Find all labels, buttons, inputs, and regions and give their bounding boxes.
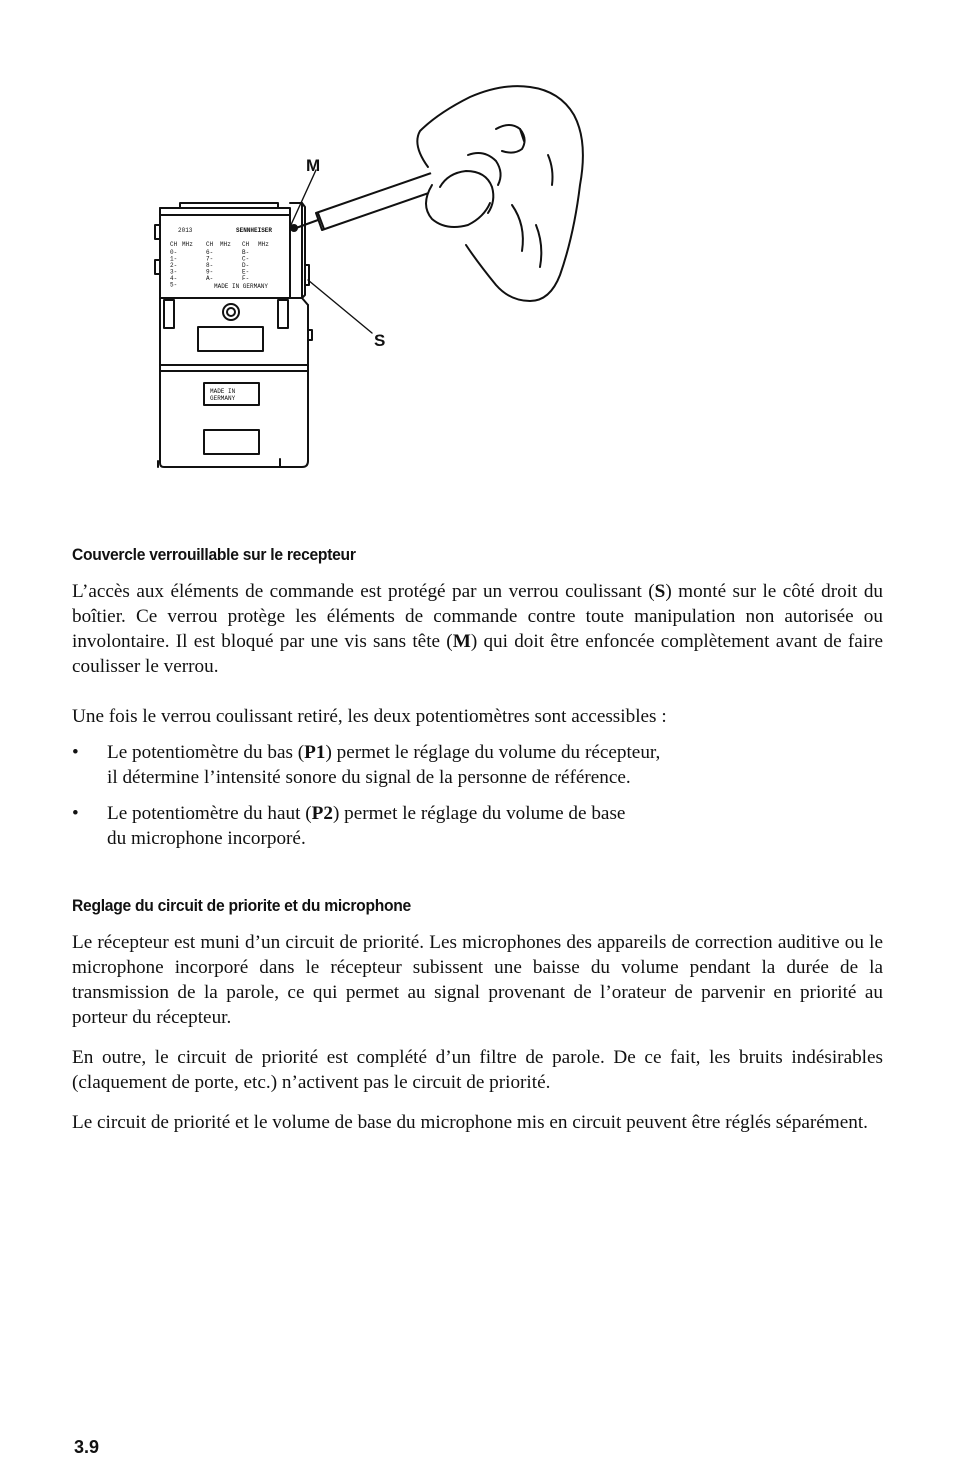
receiver-illustration [150, 75, 590, 475]
device-table-header: CH [242, 241, 250, 248]
device-table-header: MHz [182, 241, 193, 248]
device-model-text: 2013 [178, 227, 193, 234]
device-channel-label: E- [242, 268, 250, 276]
list-item: • Le potentiomètre du haut (P2) permet le réglage du volume de base du microphone incorporé. [72, 803, 626, 849]
section2-para3: Le circuit de priorité et le volume de base du microphone mis en circuit peuvent être réglés séparément. [72, 1112, 868, 1133]
potentiometer-list [72, 740, 883, 851]
device-channel-label: 3- [170, 268, 178, 276]
device-channel-label: 2- [170, 262, 178, 269]
device-channel-label: B- [242, 249, 250, 256]
section1-para1: L’accès aux éléments de commande est protégé par un verrou coulissant (S) monté sur le côté droit du boîtier. Ce verrou protège les éléments de commande contre toute manipulation non autorisée ou involontaire. Il est bloqué par une vis sans tête (M) qui doit être enfoncée complètement avant de faire coulisser le verrou. [72, 581, 884, 677]
device-table-header: MHz [258, 241, 269, 248]
device-channel-label: 0- [170, 249, 178, 256]
device-plate-line1: MADE IN [210, 388, 236, 395]
device-channel-label: D- [242, 262, 250, 269]
device-plate-line2: GERMANY [210, 395, 236, 402]
section1-para2: Une fois le verrou coulissant retiré, les deux potentiomètres sont accessibles : [72, 706, 667, 727]
page-content [72, 545, 883, 1135]
callout-label-m: M [306, 156, 321, 175]
section2-heading: Reglage du circuit de priorite et du microphone [72, 896, 411, 915]
device-brand-text: SENNHEISER [236, 227, 273, 234]
device-channel-label: 1- [170, 255, 178, 263]
device-channel-label: 8- [206, 262, 214, 269]
section2-para2: En outre, le circuit de priorité est complété d’un filtre de parole. De ce fait, les bruits indésirables (claquement de porte, etc.) n’activent pas le circuit de priorité. [72, 1047, 883, 1093]
device-channel-label: 4- [170, 275, 178, 282]
device-channel-label: 5- [170, 281, 178, 289]
page-number: 3.9 [74, 1437, 100, 1457]
device-table-header: CH [170, 241, 178, 248]
section1-heading: Couvercle verrouillable sur le recepteur [72, 545, 356, 564]
section2-para1: Le récepteur est muni d’un circuit de priorité. Les microphones des appareils de correction auditive ou le microphone incorporé dans le récepteur subissent une baisse du volume pendant la durée de la transmission de la parole, ce qui permet au signal provenant de l’orateur de parvenir en priorité au porteur du récepteur. [72, 932, 883, 1028]
device-channel-label: 7- [206, 255, 214, 263]
device-channel-label: A- [206, 275, 214, 282]
device-channel-label: 9- [206, 268, 214, 276]
callout-label-s: S [374, 331, 386, 350]
device-channel-label: F- [242, 275, 250, 282]
list-item: • Le potentiomètre du bas (P1) permet le réglage du volume du récepteur, il détermine l’intensité sonore du signal de la personne de référence. [72, 742, 661, 788]
device-channel-label: 6- [206, 249, 214, 256]
device-table-header: CH [206, 241, 214, 248]
device-channel-label: C- [242, 255, 250, 263]
device-table-header: MHz [220, 241, 231, 248]
device-made-in-text: MADE IN GERMANY [214, 283, 269, 290]
